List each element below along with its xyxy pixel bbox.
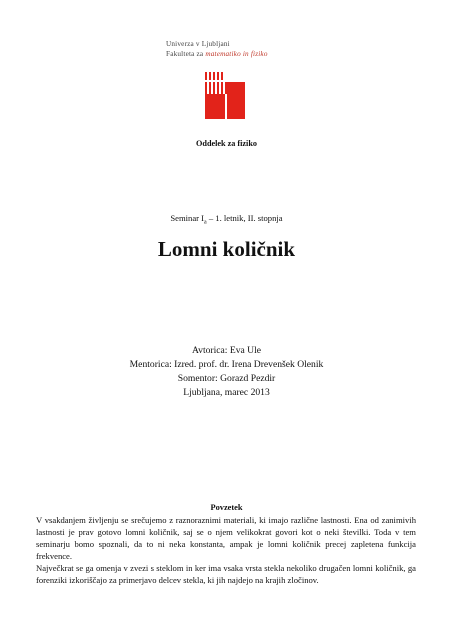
seminar-line <box>0 213 453 226</box>
department: Oddelek za fiziko <box>196 139 257 148</box>
abstract-heading: Povzetek <box>210 503 243 512</box>
university-header <box>166 40 326 58</box>
co-mentor: Somentor: Gorazd Pezdir <box>177 373 276 384</box>
abstract-paragraph: V vsakdanjem življenju se srečujemo z raznoraznimi materiali, ki imajo različne lastnosti. Ena od zanimivih lastnosti je prav gotovo lomni količnik, saj se o njem velikokrat govori kot o neki številki. Toda v tem seminarju bomo spoznali, da to ni neka konstanta, ampak je lomni količnik precej zapletena funkcija frekvence. <box>36 515 416 561</box>
abstract-paragraph: Največkrat se ga omenja v zvezi s steklom in ker ima vsaka vrsta stekla nekoliko drugačen lomni količnik, ga forenziki izkoriščajo za primerjavo delcev stekla, ki jih najdejo na krajih zločinov. <box>36 563 416 585</box>
faculty-accent: matematiko in fiziko <box>205 50 268 58</box>
seminar-suffix: – 1. letnik, II. stopnja <box>206 213 283 223</box>
faculty-prefix: Fakulteta za <box>166 50 204 58</box>
place-date: Ljubljana, marec 2013 <box>183 387 270 398</box>
seminar-subscript: a <box>204 219 207 226</box>
seminar-prefix: Seminar I <box>170 213 205 223</box>
document-title: Lomni količnik <box>157 237 296 261</box>
university-logo <box>203 72 247 119</box>
author-info <box>0 344 453 400</box>
mentor: Mentorica: Izred. prof. dr. Irena Drevenšek Olenik <box>129 359 324 370</box>
university-name: Univerza v Ljubljani <box>166 40 230 48</box>
abstract-body <box>36 514 416 586</box>
author: Avtorica: Eva Ule <box>191 345 262 356</box>
faculty-name <box>166 50 326 58</box>
